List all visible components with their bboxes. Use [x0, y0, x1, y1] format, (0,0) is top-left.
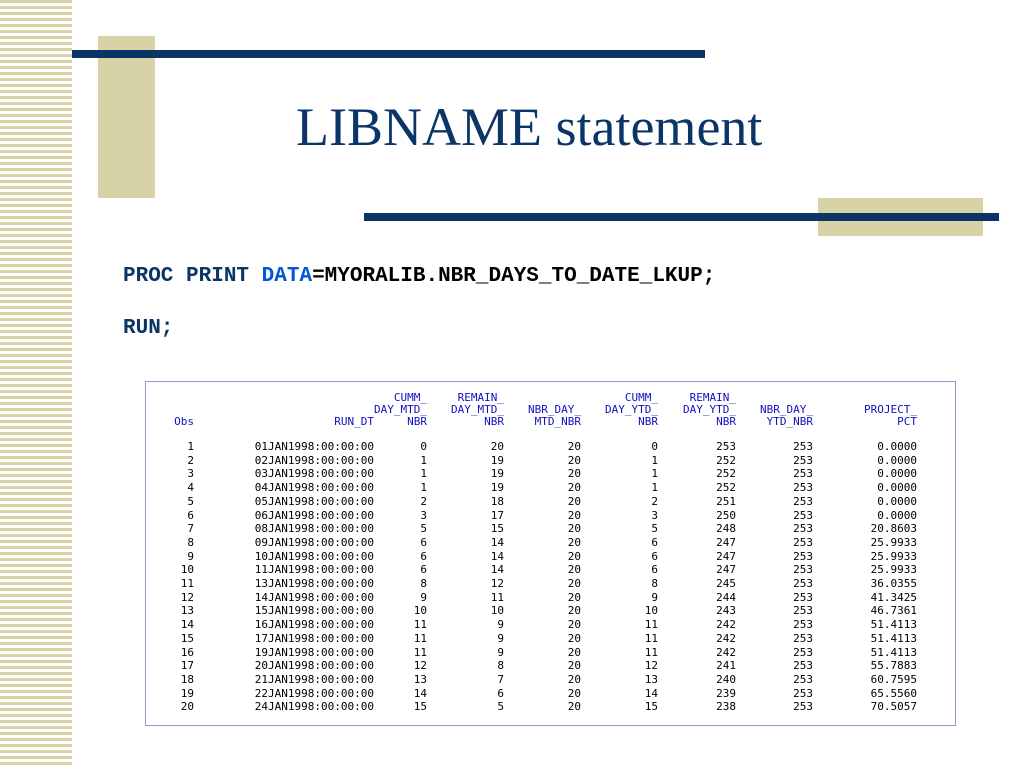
table-cell: 253 — [793, 494, 813, 508]
column-header-line: DAY_YTD_ — [683, 403, 736, 416]
table-cell: 08JAN1998:00:00:00 — [254, 522, 374, 536]
table-cell: 253 — [793, 659, 813, 673]
output-table — [146, 392, 917, 714]
table-cell: 13 — [413, 672, 427, 686]
table-cell: 11 — [644, 645, 658, 659]
table-row — [146, 700, 917, 714]
table-cell: 20 — [567, 453, 581, 467]
table-cell: 19 — [180, 686, 194, 700]
table-cell: 253 — [793, 577, 813, 591]
table-cell: 9 — [420, 590, 427, 604]
table-cell: 253 — [793, 563, 813, 577]
table-cell: 253 — [793, 481, 813, 495]
table-cell: 6 — [651, 549, 658, 563]
table-row — [146, 659, 917, 673]
table-cell: 253 — [793, 522, 813, 536]
table-cell: 2 — [651, 494, 658, 508]
table-cell: 253 — [793, 604, 813, 618]
table-cell: 2 — [420, 494, 427, 508]
table-cell: 242 — [716, 645, 736, 659]
table-cell: 6 — [651, 563, 658, 577]
table-cell: 18 — [490, 494, 504, 508]
table-cell: 5 — [420, 522, 427, 536]
output-table-body — [146, 428, 917, 714]
column-header — [504, 392, 581, 428]
column-header — [736, 392, 813, 428]
table-cell: 10 — [413, 604, 427, 618]
table-cell: 253 — [793, 618, 813, 632]
table-cell: 19 — [490, 467, 504, 481]
code-line-run — [123, 316, 173, 342]
table-cell: 253 — [793, 453, 813, 467]
table-cell: 20 — [567, 522, 581, 536]
table-cell: 8 — [187, 535, 194, 549]
header-row — [146, 392, 917, 428]
proc-keyword: PROC PRINT — [123, 265, 250, 288]
table-cell: 253 — [793, 645, 813, 659]
table-cell: 55.7883 — [870, 659, 917, 673]
table-cell: 24JAN1998:00:00:00 — [254, 700, 374, 714]
table-cell: 11 — [644, 631, 658, 645]
table-cell: 25.9933 — [870, 563, 917, 577]
table-cell: 253 — [793, 590, 813, 604]
table-row — [146, 591, 917, 605]
column-header-line: NBR_DAY_ — [760, 403, 813, 416]
table-cell: 20 — [567, 577, 581, 591]
table-cell: 253 — [793, 686, 813, 700]
column-header-line: DAY_MTD_ — [451, 403, 504, 416]
table-row — [146, 687, 917, 701]
table-cell: 15 — [180, 631, 194, 645]
decorative-stripe-band — [0, 0, 72, 768]
table-cell: 5 — [651, 522, 658, 536]
table-cell: 0.0000 — [877, 440, 917, 453]
table-row — [146, 577, 917, 591]
slide-title: LIBNAME statement — [296, 97, 763, 157]
table-cell: 1 — [651, 467, 658, 481]
table-cell: 244 — [716, 590, 736, 604]
column-header-line: Obs — [174, 415, 194, 428]
table-cell: 20 — [567, 700, 581, 714]
table-cell: 51.4113 — [870, 631, 917, 645]
table-cell: 19 — [490, 481, 504, 495]
table-cell: 06JAN1998:00:00:00 — [254, 508, 374, 522]
table-cell: 247 — [716, 563, 736, 577]
table-cell: 20 — [567, 659, 581, 673]
table-cell: 10 — [180, 563, 194, 577]
column-header — [374, 392, 427, 428]
table-row — [146, 646, 917, 660]
table-cell: 6 — [187, 508, 194, 522]
table-cell: 8 — [497, 659, 504, 673]
table-cell: 20 — [567, 481, 581, 495]
table-cell: 242 — [716, 631, 736, 645]
table-cell: 11 — [413, 618, 427, 632]
table-cell: 09JAN1998:00:00:00 — [254, 535, 374, 549]
table-cell: 65.5560 — [870, 686, 917, 700]
table-cell: 20 — [567, 508, 581, 522]
table-cell: 0.0000 — [877, 453, 917, 467]
dataset-reference: =MYORALIB.NBR_DAYS_TO_DATE_LKUP; — [312, 265, 716, 288]
table-cell: 16JAN1998:00:00:00 — [254, 618, 374, 632]
column-header — [146, 392, 194, 428]
table-cell: 19JAN1998:00:00:00 — [254, 645, 374, 659]
table-cell: 12 — [180, 590, 194, 604]
table-cell: 14JAN1998:00:00:00 — [254, 590, 374, 604]
table-cell: 245 — [716, 577, 736, 591]
table-cell: 7 — [497, 672, 504, 686]
table-cell: 1 — [420, 481, 427, 495]
table-cell: 36.0355 — [870, 577, 917, 591]
table-cell: 4 — [187, 481, 194, 495]
data-keyword: DATA — [261, 265, 313, 288]
table-cell: 14 — [413, 686, 427, 700]
table-cell: 241 — [716, 659, 736, 673]
table-cell: 2 — [187, 453, 194, 467]
table-cell: 16 — [180, 645, 194, 659]
table-cell: 15 — [413, 700, 427, 714]
table-cell: 20 — [567, 645, 581, 659]
table-cell: 1 — [420, 467, 427, 481]
table-row — [146, 563, 917, 577]
column-header-line: CUMM_ — [393, 391, 427, 404]
decorative-block-top — [98, 36, 155, 198]
table-cell: 242 — [716, 618, 736, 632]
table-row — [146, 536, 917, 550]
table-cell: 18 — [180, 672, 194, 686]
table-cell: 20 — [567, 604, 581, 618]
table-cell: 3 — [651, 508, 658, 522]
table-cell: 9 — [497, 645, 504, 659]
table-cell: 9 — [497, 631, 504, 645]
column-header-line: NBR_DAY_ — [528, 403, 581, 416]
table-cell: 253 — [793, 549, 813, 563]
table-cell: 1 — [651, 481, 658, 495]
column-header — [194, 392, 374, 428]
column-header-line: NBR — [716, 415, 736, 428]
column-header-line: NBR — [484, 415, 504, 428]
column-header — [581, 392, 658, 428]
table-cell: 11 — [490, 590, 504, 604]
table-cell: 20 — [490, 440, 504, 453]
table-cell: 20 — [567, 590, 581, 604]
table-cell: 6 — [420, 535, 427, 549]
table-cell: 5 — [497, 700, 504, 714]
table-cell: 1 — [651, 453, 658, 467]
table-cell: 6 — [497, 686, 504, 700]
table-cell: 1 — [187, 440, 194, 453]
table-cell: 46.7361 — [870, 604, 917, 618]
table-cell: 1 — [420, 453, 427, 467]
table-cell: 253 — [793, 467, 813, 481]
table-cell: 253 — [793, 535, 813, 549]
title-rule-top — [72, 50, 705, 58]
column-header-line: DAY_YTD_ — [605, 403, 658, 416]
table-cell: 12 — [644, 659, 658, 673]
table-row — [146, 618, 917, 632]
table-cell: 13 — [644, 672, 658, 686]
table-cell: 20 — [180, 700, 194, 714]
table-cell: 5 — [187, 494, 194, 508]
table-cell: 9 — [651, 590, 658, 604]
table-cell: 14 — [490, 563, 504, 577]
table-cell: 11 — [413, 631, 427, 645]
table-cell: 247 — [716, 535, 736, 549]
table-cell: 41.3425 — [870, 590, 917, 604]
column-header — [813, 392, 917, 428]
table-cell: 01JAN1998:00:00:00 — [254, 440, 374, 453]
table-row — [146, 481, 917, 495]
table-cell: 252 — [716, 453, 736, 467]
table-cell: 253 — [793, 631, 813, 645]
table-row — [146, 509, 917, 523]
table-cell: 239 — [716, 686, 736, 700]
table-cell: 0.0000 — [877, 508, 917, 522]
table-cell: 20.8603 — [870, 522, 917, 536]
table-cell: 60.7595 — [870, 672, 917, 686]
table-cell: 20JAN1998:00:00:00 — [254, 659, 374, 673]
table-cell: 3 — [187, 467, 194, 481]
table-cell: 14 — [490, 549, 504, 563]
column-header-line: CUMM_ — [624, 391, 658, 404]
table-row — [146, 550, 917, 564]
table-cell: 13 — [180, 604, 194, 618]
table-row — [146, 428, 917, 454]
table-cell: 25.9933 — [870, 549, 917, 563]
table-cell: 253 — [793, 700, 813, 714]
table-cell: 11 — [413, 645, 427, 659]
table-cell: 20 — [567, 686, 581, 700]
column-header-line: PROJECT_ — [864, 403, 917, 416]
table-cell: 20 — [567, 618, 581, 632]
table-cell: 0.0000 — [877, 494, 917, 508]
output-table-header — [146, 392, 917, 428]
table-cell: 17 — [490, 508, 504, 522]
table-cell: 51.4113 — [870, 645, 917, 659]
table-cell: 253 — [716, 440, 736, 453]
table-cell: 11 — [180, 577, 194, 591]
table-cell: 7 — [187, 522, 194, 536]
table-cell: 253 — [793, 440, 813, 453]
table-row — [146, 467, 917, 481]
table-cell: 251 — [716, 494, 736, 508]
table-cell: 240 — [716, 672, 736, 686]
table-cell: 253 — [793, 672, 813, 686]
table-cell: 252 — [716, 481, 736, 495]
table-cell: 22JAN1998:00:00:00 — [254, 686, 374, 700]
table-row — [146, 604, 917, 618]
table-cell: 12 — [490, 577, 504, 591]
table-cell: 20 — [567, 563, 581, 577]
table-cell: 12 — [413, 659, 427, 673]
table-cell: 0.0000 — [877, 467, 917, 481]
table-cell: 11JAN1998:00:00:00 — [254, 563, 374, 577]
table-cell: 14 — [644, 686, 658, 700]
table-cell: 0.0000 — [877, 481, 917, 495]
table-row — [146, 454, 917, 468]
code-line-proc-print — [123, 264, 715, 290]
table-cell: 243 — [716, 604, 736, 618]
table-cell: 02JAN1998:00:00:00 — [254, 453, 374, 467]
column-header-line: RUN_DT — [334, 415, 374, 428]
table-cell: 8 — [420, 577, 427, 591]
table-cell: 04JAN1998:00:00:00 — [254, 481, 374, 495]
column-header-line: NBR — [407, 415, 427, 428]
table-cell: 20 — [567, 535, 581, 549]
table-cell: 25.9933 — [870, 535, 917, 549]
table-cell: 6 — [420, 549, 427, 563]
table-cell: 21JAN1998:00:00:00 — [254, 672, 374, 686]
table-cell: 252 — [716, 467, 736, 481]
table-cell: 05JAN1998:00:00:00 — [254, 494, 374, 508]
table-cell: 17JAN1998:00:00:00 — [254, 631, 374, 645]
table-cell: 247 — [716, 549, 736, 563]
table-cell: 15 — [490, 522, 504, 536]
table-cell: 248 — [716, 522, 736, 536]
proc-print-output — [145, 381, 956, 726]
table-cell: 14 — [180, 618, 194, 632]
table-cell: 10 — [490, 604, 504, 618]
table-cell: 20 — [567, 631, 581, 645]
table-cell: 20 — [567, 672, 581, 686]
table-cell: 6 — [651, 535, 658, 549]
column-header-line: PCT — [897, 415, 917, 428]
table-cell: 03JAN1998:00:00:00 — [254, 467, 374, 481]
column-header-line: NBR — [638, 415, 658, 428]
title-rule-bottom — [364, 213, 999, 221]
table-row — [146, 632, 917, 646]
table-cell: 10JAN1998:00:00:00 — [254, 549, 374, 563]
column-header-line: REMAIN_ — [457, 391, 504, 404]
table-cell: 17 — [180, 659, 194, 673]
table-cell: 9 — [187, 549, 194, 563]
table-cell: 15 — [644, 700, 658, 714]
table-cell: 11 — [644, 618, 658, 632]
column-header-line: DAY_MTD_ — [374, 403, 427, 416]
table-cell: 8 — [651, 577, 658, 591]
table-cell: 253 — [793, 508, 813, 522]
table-row — [146, 495, 917, 509]
table-cell: 13JAN1998:00:00:00 — [254, 577, 374, 591]
table-cell: 20 — [567, 494, 581, 508]
table-cell: 20 — [567, 549, 581, 563]
column-header-line: REMAIN_ — [689, 391, 736, 404]
column-header-line: MTD_NBR — [534, 415, 581, 428]
table-cell: 20 — [567, 440, 581, 453]
table-row — [146, 522, 917, 536]
table-cell: 250 — [716, 508, 736, 522]
table-cell: 238 — [716, 700, 736, 714]
table-cell: 19 — [490, 453, 504, 467]
table-cell: 14 — [490, 535, 504, 549]
table-cell: 3 — [420, 508, 427, 522]
table-row — [146, 673, 917, 687]
run-keyword: RUN; — [123, 317, 174, 340]
table-cell: 6 — [420, 563, 427, 577]
table-cell: 20 — [567, 467, 581, 481]
table-cell: 15JAN1998:00:00:00 — [254, 604, 374, 618]
table-cell: 0 — [420, 440, 427, 453]
table-cell: 0 — [651, 440, 658, 453]
column-header — [427, 392, 504, 428]
table-cell: 51.4113 — [870, 618, 917, 632]
table-cell: 10 — [644, 604, 658, 618]
column-header — [658, 392, 736, 428]
column-header-line: YTD_NBR — [766, 415, 813, 428]
table-cell: 70.5057 — [870, 700, 917, 714]
table-cell: 9 — [497, 618, 504, 632]
